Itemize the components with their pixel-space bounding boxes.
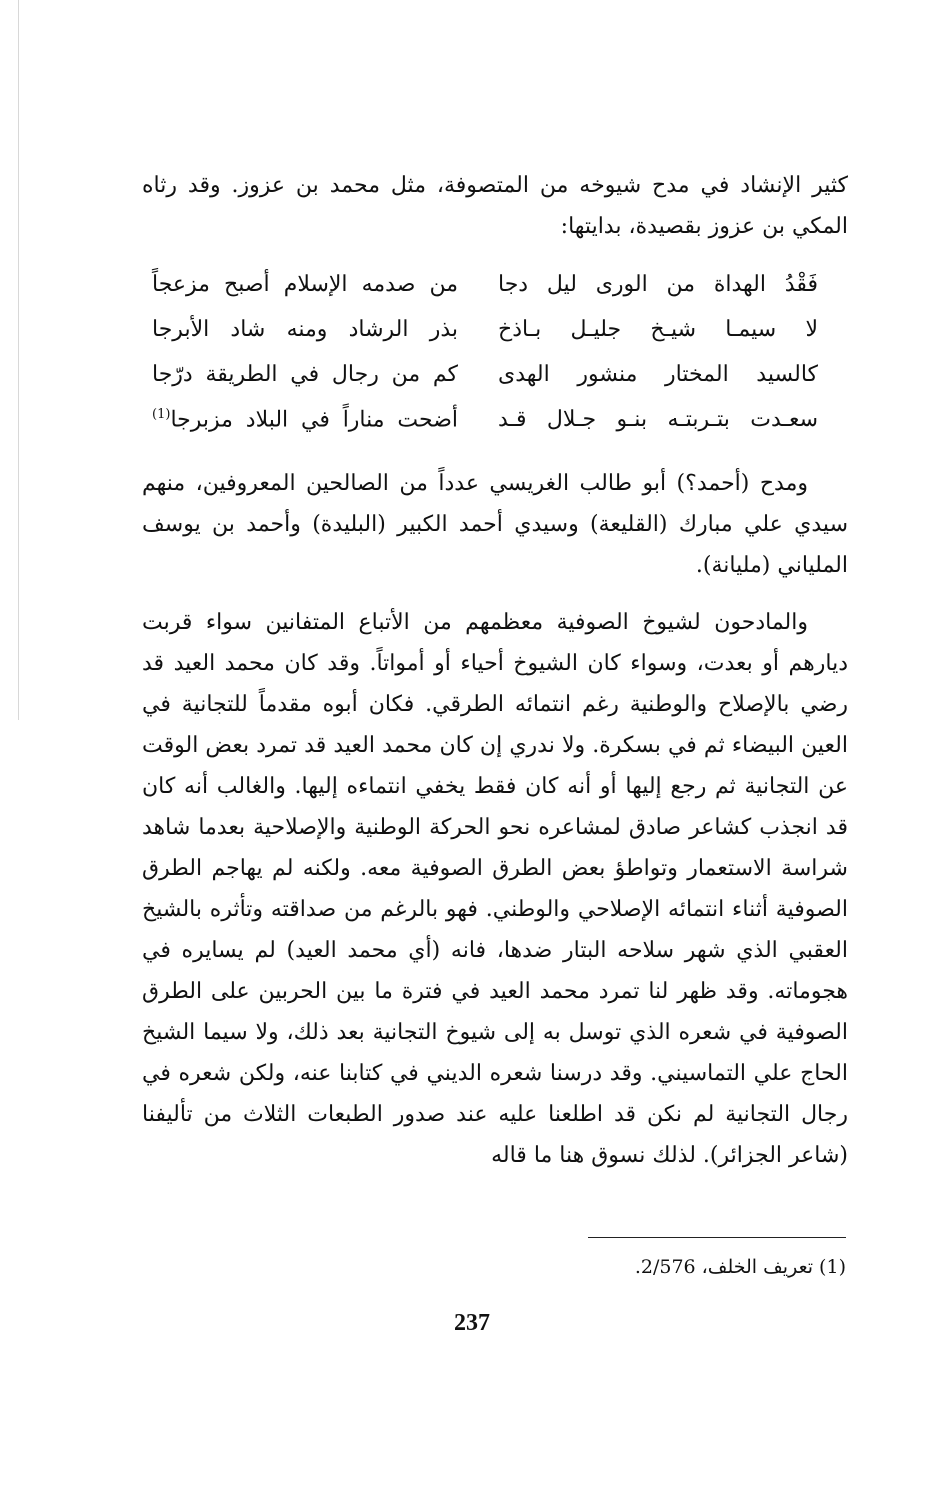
poem-second-hemistich [152, 407, 458, 432]
poem-first-hemistich: كالسيد المختار منشور الهدى [498, 362, 818, 387]
poem-second-hemistich: بذر الرشاد ومنه شاد الأبرجا [152, 317, 458, 342]
footnote-divider [588, 1237, 846, 1238]
poem-verse [142, 397, 848, 442]
poem-first-hemistich: لا سيمـا شيـخ جليـل بـاذخ [498, 317, 818, 342]
poem-first-hemistich: فَقْدُ الهداة من الورى ليل دجا [498, 272, 818, 297]
page-number: 237 [454, 1310, 490, 1336]
poem [142, 262, 848, 442]
poem-second-hemistich: من صدمه الإسلام أصبح مزعجاً [152, 272, 458, 297]
footnote-reference: (1) [152, 406, 171, 422]
paragraph-3: والمادحون لشيوخ الصوفية معظمهم من الأتباع المتفانين سواء قربت ديارهم أو بعدت، وسواء كان الشيوخ أحياء أو أمواتاً. وقد كان محمد العيد قد رضي بالإصلاح والوطنية رغم انتمائه الطرقي. فكان أبوه مقدماً للتجانية في العين البيضاء ثم في بسكرة. ولا ندري إن كان محمد العيد قد تمرد بعض الوقت عن التجانية ثم رجع إليها أو أنه كان فقط يخفي انتماءه إليها. والغالب أنه كان قد انجذب كشاعر صادق لمشاعره نحو الحركة الوطنية والإصلاحية بعدما شاهد شراسة الاستعمار وتواطؤ بعض الطرق الصوفية معه. ولكنه لم يهاجم الطرق الصوفية أثناء انتمائه الإصلاحي والوطني. فهو بالرغم من صداقته وتأثره بالشيخ العقبي الذي شهر سلاحه البتار ضدها، فانه (أي محمد العيد) لم يسايره في هجوماته. وقد ظهر لنا تمرد محمد العيد في فترة ما بين الحربين على الطرق الصوفية في شعره الذي توسل به إلى شيوخ التجانية بعد ذلك، ولا سيما الشيخ الحاج علي التماسيني. وقد درسنا شعره الديني في كتابنا عنه، ولكن شعره في رجال التجانية لم نكن قد اطلعنا عليه عند صدور الطبعات الثلاث من تأليفنا (شاعر الجزائر). لذلك نسوق هنا ما قاله [142, 610, 848, 1168]
paragraph-2: ومدح (أحمد؟) أبو طالب الغريسي عدداً من الصالحين المعروفين، منهم سيدي علي مبارك (القليعة) وسيدي أحمد الكبير (البليدة) وأحمد بن يوسف الملياني (مليانة). [142, 471, 848, 578]
poem-first-hemistich: سعـدت بتـربتـه بنـو جـلال قـد [498, 407, 818, 432]
poem-second-hemistich-text: أضحت مناراً في البلاد مزبرجا [170, 407, 458, 433]
scan-margin-line [18, 0, 19, 720]
intro-paragraph: كثير الإنشاد في مدح شيوخه من المتصوفة، مثل محمد بن عزوز. وقد رثاه المكي بن عزوز بقصيدة، بدايتها: [142, 173, 848, 239]
poem-second-hemistich: كم من رجال في الطريقة درّجا [152, 362, 458, 387]
poem-verse [142, 262, 848, 307]
poem-verse [142, 352, 848, 397]
poem-verse [142, 307, 848, 352]
footnote: (1) تعريف الخلف، 2/576. [634, 1256, 846, 1278]
